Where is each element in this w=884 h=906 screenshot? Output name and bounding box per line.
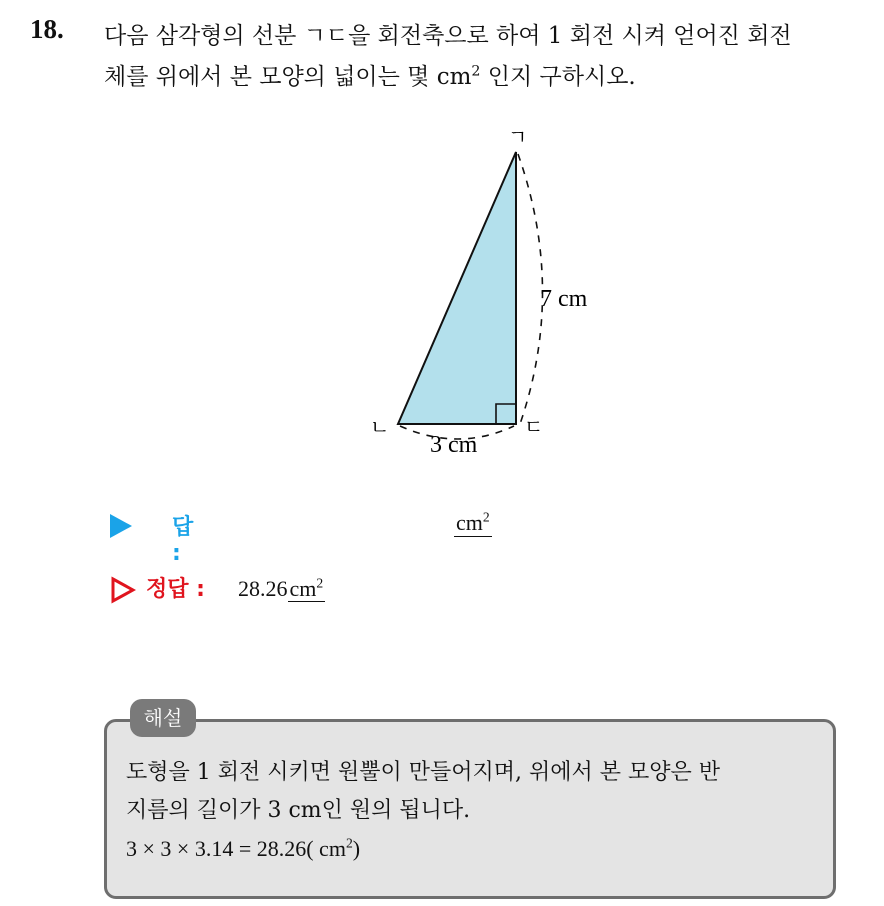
correct-answer-label: 정답 : bbox=[146, 577, 205, 602]
explanation-text bbox=[126, 754, 836, 868]
height-dashed-arc bbox=[518, 154, 543, 424]
explanation-formula-sup: 2 bbox=[345, 835, 353, 851]
vertex-right-label: ㄷ bbox=[524, 415, 544, 439]
height-label: 7 cm bbox=[540, 286, 588, 312]
answer-unit-text: cm bbox=[456, 510, 483, 535]
correct-answer-unit-text: cm bbox=[289, 576, 317, 601]
answer-label: 답 : bbox=[172, 515, 194, 566]
explanation-line-3 bbox=[126, 830, 836, 868]
question-line-2-prefix: 체를 위에서 본 모양의 넓이는 몇 cm bbox=[104, 64, 472, 90]
outline-triangle-icon bbox=[110, 576, 136, 604]
answer-unit-sup: 2 bbox=[482, 509, 490, 525]
explanation-formula-suffix: ) bbox=[352, 836, 361, 861]
question-unit-sup: 2 bbox=[471, 63, 481, 80]
answer-unit bbox=[454, 510, 492, 537]
explanation-line-2: 지름의 길이가 3 cm인 원의 됩니다. bbox=[126, 798, 471, 823]
question-line-1: 다음 삼각형의 선분 ㄱㄷ을 회전축으로 하여 1 회전 시켜 얻어진 회전 bbox=[104, 23, 792, 49]
explanation-line-1: 도형을 1 회전 시키면 원뿔이 만들어지며, 위에서 본 모양은 반 bbox=[126, 760, 720, 785]
correct-answer-number: 28.26 bbox=[238, 576, 288, 601]
correct-answer-value bbox=[238, 576, 325, 602]
correct-answer-unit bbox=[288, 576, 326, 602]
correct-answer-unit-sup: 2 bbox=[316, 575, 324, 591]
vertex-left-label: ㄴ bbox=[370, 415, 390, 439]
base-label: 3 cm bbox=[430, 432, 478, 458]
vertex-top-label: ㄱ bbox=[508, 125, 528, 149]
question-number: 18. bbox=[30, 14, 64, 44]
play-triangle-icon bbox=[110, 514, 132, 538]
explanation-tab: 해설 bbox=[130, 699, 196, 737]
explanation-formula: 3 × 3 × 3.14 = 28.26( cm bbox=[126, 836, 346, 861]
right-triangle bbox=[398, 152, 516, 424]
question-line-2-suffix: 인지 구하시오. bbox=[480, 64, 636, 90]
